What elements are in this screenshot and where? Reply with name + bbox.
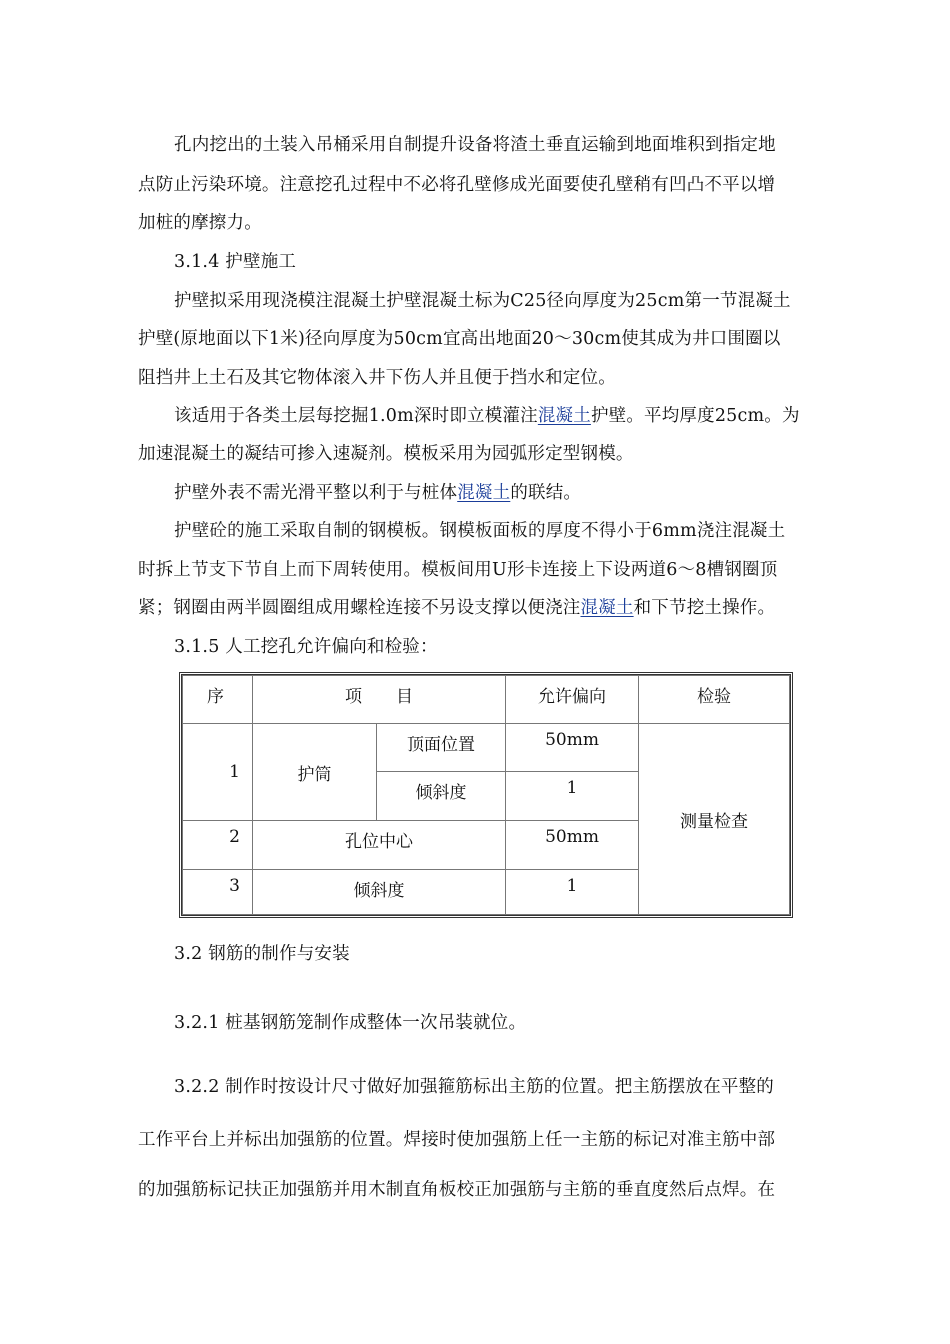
paragraph-line	[138, 596, 775, 620]
text-run: 的联结。	[510, 483, 582, 503]
cell-item: 孔位中心	[253, 821, 506, 870]
concrete-link[interactable]: 混凝土	[580, 598, 634, 618]
cell-tolerance: 50mm	[506, 821, 639, 870]
text-run: 护壁。平均厚度25cm。为	[590, 406, 800, 426]
paragraph-line: 阻挡井上土石及其它物体滚入井下伤人并且便于挡水和定位。	[138, 368, 616, 388]
cell-item: 倾斜度	[253, 870, 506, 915]
cell-check-method: 测量检查	[639, 724, 790, 915]
concrete-link[interactable]: 混凝土	[537, 406, 591, 426]
paragraph-line: 护壁(原地面以下1米)径向厚度为50cm宜高出地面20～30cm使其成为井口围圈以	[138, 329, 781, 349]
paragraph-line: 点防止污染环境。注意挖孔过程中不必将孔壁修成光面要使孔壁稍有凹凸不平以增	[138, 175, 776, 195]
cell-sub-item: 顶面位置	[377, 724, 506, 772]
cell-tolerance: 50mm	[506, 724, 639, 772]
cell-seq: 3	[183, 870, 253, 915]
section-heading-3-1-5: 3.1.5 人工挖孔允许偏向和检验：	[174, 637, 438, 657]
paragraph-line: 孔内挖出的土装入吊桶采用自制提升设备将渣土垂直运输到地面堆积到指定地	[174, 135, 776, 155]
paragraph-line: 工作平台上并标出加强筋的位置。焊接时使加强筋上任一主筋的标记对准主筋中部	[138, 1130, 776, 1150]
text-run: 紧；钢圈由两半圆圈组成用螺栓连接不另设支撑以便浇注	[138, 598, 581, 618]
text-run: 该适用于各类土层每挖掘1.0m深时即立模灌注	[174, 406, 538, 426]
concrete-link[interactable]: 混凝土	[457, 483, 511, 503]
header-item: 项 目	[253, 676, 506, 724]
header-check: 检验	[639, 676, 790, 724]
paragraph-line: 3.2.2 制作时按设计尺寸做好加强箍筋标出主筋的位置。把主筋摆放在平整的	[174, 1077, 774, 1097]
cell-seq: 2	[183, 821, 253, 870]
tolerance-table	[179, 672, 793, 918]
paragraph-line	[174, 404, 800, 428]
text-run: 护壁外表不需光滑平整以利于与桩体	[174, 483, 458, 503]
paragraph-line	[174, 481, 581, 505]
text-run: 和下节挖土操作。	[633, 598, 776, 618]
cell-group: 护筒	[253, 724, 377, 821]
section-heading-3-1-4: 3.1.4 护壁施工	[174, 252, 297, 272]
paragraph-line: 加桩的摩擦力。	[138, 213, 262, 233]
section-heading-3-2-1: 3.2.1 桩基钢筋笼制作成整体一次吊装就位。	[174, 1013, 527, 1033]
section-heading-3-2: 3.2 钢筋的制作与安装	[174, 944, 350, 964]
cell-tolerance: 1	[506, 870, 639, 915]
header-seq: 序	[183, 676, 253, 724]
paragraph-line: 护壁拟采用现浇模注混凝土护壁混凝土标为C25径向厚度为25cm第一节混凝土	[174, 291, 791, 311]
cell-sub-item: 倾斜度	[377, 772, 506, 821]
cell-seq: 1	[183, 724, 253, 821]
paragraph-line: 护壁砼的施工采取自制的钢模板。钢模板面板的厚度不得小于6mm浇注混凝土	[174, 521, 786, 541]
cell-tolerance: 1	[506, 772, 639, 821]
paragraph-line: 的加强筋标记扶正加强筋并用木制直角板校正加强筋与主筋的垂直度然后点焊。在	[138, 1180, 776, 1200]
paragraph-line: 时拆上节支下节自上而下周转使用。模板间用U形卡连接上下设两道6～8槽钢圈顶	[138, 560, 778, 580]
paragraph-line: 加速混凝土的凝结可掺入速凝剂。模板采用为园弧形定型钢模。	[138, 444, 634, 464]
header-tolerance: 允许偏向	[506, 676, 639, 724]
